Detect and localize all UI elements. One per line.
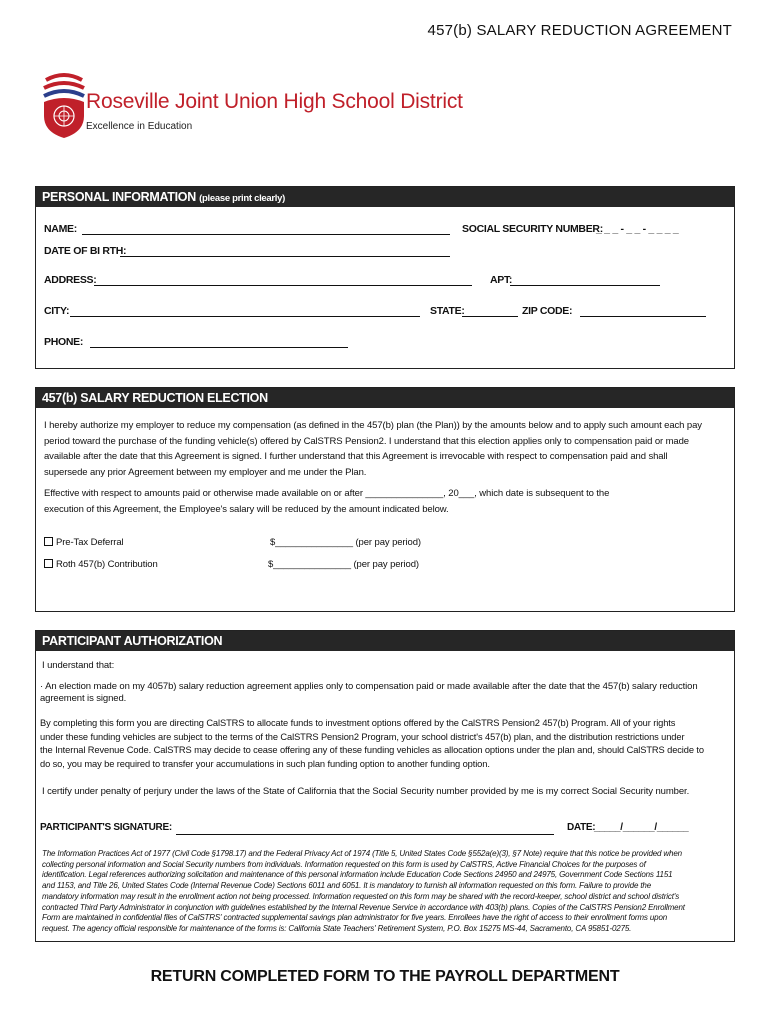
state-label: STATE: (430, 305, 465, 317)
signature-label: PARTICIPANT'S SIGNATURE: (40, 822, 172, 833)
address-field[interactable] (94, 285, 472, 286)
participant-authorization-section (35, 630, 735, 942)
dob-field[interactable] (120, 256, 450, 257)
personal-information-heading: PERSONAL INFORMATION (please print clearly) (36, 187, 734, 207)
roth-amount-field[interactable]: $_______________ (per pay period) (268, 559, 419, 570)
roth-checkbox[interactable] (44, 559, 53, 568)
certification-statement: I certify under penalty of perjury under the laws of the State of California that the Social Security number provided by me is my correct Social Security number. (42, 786, 690, 797)
election-paragraph: I hereby authorize my employer to reduce my compensation (as defined in the 457(b) plan (the Plan)) by the amounts below and to apply such amount each pay period toward the purchase of the funding vehicle(s) offered by CalSTRS Pension2. I understand that this election applies only to compensation paid or made available after the date that this Agreement is signed. I further understand that this Agreement is irrevocable with respect to compensation paid and shall supersede any prior Agreement between my employer and me under the Plan. (44, 420, 702, 478)
participant-authorization-heading: PARTICIPANT AUTHORIZATION (36, 631, 734, 651)
form-title: 457(b) SALARY REDUCTION AGREEMENT (427, 22, 732, 39)
pre-tax-amount-field[interactable]: $_______________ (per pay period) (270, 537, 421, 548)
district-name: Roseville Joint Union High School District (86, 90, 463, 113)
apt-label: APT: (490, 274, 513, 286)
effective-date-paragraph: Effective with respect to amounts paid or otherwise made available on or after _______________, 20___, which date is subsequent to the execution of this Agreement, the Employee's salary will be reduced by the amount indicated below. (44, 488, 610, 515)
privacy-notice: The Information Practices Act of 1977 (Civil Code §1798.17) and the Federal Privacy Act of 1974 (Title 5, United States Code §552a(e)(3), §7 Note) require that this notice be provided when collecting personal information and Social Security numbers from individuals. Information requested on this form is used by CalSTRS, Active Financial Choices for the purposes of identification. Legal references authorizing solicitation and maintenance of this personal information include Education Code Sections 24950 and 24975, Government Code Sections 1151 and 1153, and Title 26, United States Code (Internal Revenue Code) Sections 6011 and 6051. It is mandatory to furnish all information requested on this form. Failure to provide the mandatory information may result in the enrollment action not being processed. Information requested on this form may be shared with the record-keeper, school district and school district's contracted Third Party Administrator in conjunction with guidelines established by the Internal Revenue Service in accordance with 403(b) plans. Copies of the CalSTRS Pension2 Enrollment Form are maintained in confidential files of CalSTRS' contracted supplemental savings plan administrator for five years. Enrollees have the right of access to their enrollment forms upon request. The agency official responsible for maintenance of the forms is: California State Teachers' Retirement System, P.O. Box 15275 MS-44, Sacramento, CA 95851-0275. (42, 849, 685, 933)
authorization-paragraph: By completing this form you are directing CalSTRS to allocate funds to investment options offered by the CalSTRS Pension2 457(b) Program. All of your rights under these funding vehicles are subject to the terms of the CalSTRS Pension2 Program, your school district's 457(b) plan, and the distribution restrictions under the Internal Revenue Code. CalSTRS may decide to cease offering any of these funding vehicles as allocation options under the plan and, should CalSTRS decide to do so, you may be required to transfer your accumulations in such plan funding option to another funding option. (40, 718, 704, 769)
signature-field[interactable] (176, 834, 554, 835)
return-instruction: RETURN COMPLETED FORM TO THE PAYROLL DEPARTMENT (150, 968, 620, 985)
district-logo-icon (40, 72, 88, 140)
personal-information-section (35, 186, 735, 369)
phone-field[interactable] (90, 347, 348, 348)
zip-field[interactable] (580, 316, 706, 317)
name-field[interactable] (82, 234, 450, 235)
pre-tax-deferral-option[interactable]: Pre-Tax Deferral (44, 535, 124, 551)
address-label: ADDRESS: (44, 274, 97, 286)
authorization-intro: I understand that: (42, 660, 115, 671)
state-field[interactable] (462, 316, 518, 317)
date-label: DATE: (567, 822, 596, 833)
zip-label: ZIP CODE: (522, 305, 573, 317)
ssn-label: SOCIAL SECURITY NUMBER: (462, 223, 603, 235)
ssn-field[interactable]: _ _ _ - _ _ - _ _ _ _ (596, 223, 679, 235)
salary-reduction-election-heading: 457(b) SALARY REDUCTION ELECTION (36, 388, 734, 408)
apt-field[interactable] (510, 285, 660, 286)
name-label: NAME: (44, 223, 77, 235)
salary-reduction-election-section (35, 387, 735, 612)
city-field[interactable] (70, 316, 420, 317)
authorization-bullet: · An election made on my 4057b) salary reduction agreement applies only to compensation paid or made available after the date that the 457(b) salary reduction agreement is signed. (40, 681, 698, 704)
district-tagline: Excellence in Education (86, 121, 193, 132)
city-label: CITY: (44, 305, 70, 317)
dob-label: DATE OF BI RTH: (44, 245, 127, 257)
roth-contribution-option[interactable]: Roth 457(b) Contribution (44, 557, 158, 573)
pre-tax-checkbox[interactable] (44, 537, 53, 546)
date-field[interactable]: _____/______/______ (594, 822, 689, 833)
phone-label: PHONE: (44, 336, 84, 348)
